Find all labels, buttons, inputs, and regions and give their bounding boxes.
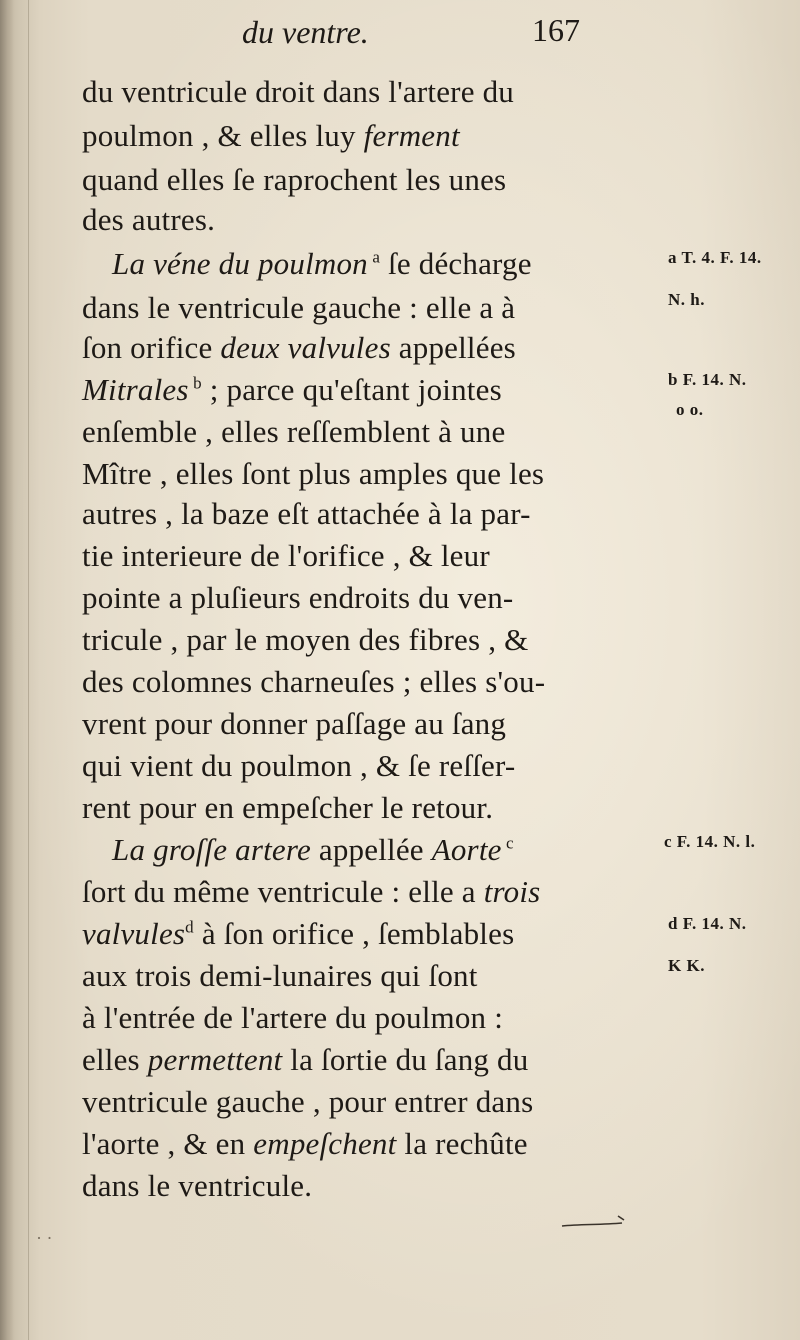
text-segment: Aorte bbox=[431, 832, 502, 867]
text-line bbox=[82, 706, 506, 746]
text-segment: valvules bbox=[82, 916, 186, 951]
text-segment: rent pour en empeſcher le retour. bbox=[82, 790, 494, 825]
page-number: 167 bbox=[532, 12, 580, 48]
note-reference: a bbox=[367, 247, 381, 267]
text-segment: autres , la baze eſt attachée à la par- bbox=[82, 496, 531, 531]
text-line bbox=[82, 202, 215, 242]
text-line bbox=[82, 162, 506, 202]
text-line bbox=[82, 1168, 312, 1208]
page-gutter bbox=[0, 0, 14, 1340]
text-segment: tie interieure de l'orifice , & leur bbox=[82, 538, 490, 573]
text-segment: trois bbox=[483, 874, 541, 909]
text-segment: appellée bbox=[310, 832, 432, 867]
text-segment: enſemble , elles reſſemblent à une bbox=[82, 414, 506, 449]
text-line bbox=[82, 372, 502, 412]
text-line bbox=[82, 1042, 528, 1082]
margin-note: K K. bbox=[668, 956, 705, 975]
text-segment: vrent pour donner paſſage au ſang bbox=[82, 706, 507, 741]
page-header bbox=[82, 8, 642, 58]
text-segment: deux valvules bbox=[220, 330, 391, 365]
text-segment: ſort du même ventricule : elle a bbox=[82, 874, 484, 909]
text-segment: la ſortie du ſang du bbox=[282, 1042, 529, 1077]
margin-note: N. h. bbox=[668, 290, 705, 309]
text-segment: La groſſe artere bbox=[112, 832, 311, 867]
text-segment: empeſchent bbox=[253, 1126, 397, 1161]
text-line bbox=[82, 414, 505, 454]
text-segment: La véne du poulmon bbox=[112, 246, 368, 281]
text-line bbox=[112, 832, 514, 872]
text-segment: ſe décharge bbox=[380, 246, 532, 281]
text-line bbox=[82, 496, 531, 536]
text-line bbox=[82, 118, 460, 158]
note-reference: c bbox=[501, 833, 514, 853]
text-line bbox=[82, 1126, 528, 1166]
text-segment: du ventricule droit dans l'artere du bbox=[82, 74, 514, 109]
pen-mark bbox=[560, 1212, 630, 1232]
text-line bbox=[82, 790, 493, 830]
text-line bbox=[82, 664, 545, 704]
note-reference: b bbox=[188, 373, 202, 393]
margin-note: b F. 14. N. bbox=[668, 370, 747, 389]
text-segment: des colomnes charneuſes ; elles s'ou- bbox=[82, 664, 546, 699]
text-segment: des autres. bbox=[82, 202, 216, 237]
margin-note: c F. 14. N. l. bbox=[664, 832, 756, 851]
text-segment: la rechûte bbox=[396, 1126, 528, 1161]
text-segment: appellées bbox=[390, 330, 516, 365]
text-segment: tricule , par le moyen des fibres , & bbox=[82, 622, 529, 657]
text-segment: ventricule gauche , pour entrer dans bbox=[82, 1084, 534, 1119]
text-line bbox=[82, 330, 516, 370]
text-segment: ſon orifice bbox=[82, 330, 221, 365]
text-line bbox=[82, 580, 513, 620]
text-line bbox=[82, 748, 515, 788]
text-line bbox=[82, 916, 514, 956]
gutter-line bbox=[28, 0, 29, 1340]
text-line bbox=[82, 290, 515, 330]
text-line bbox=[82, 1084, 533, 1124]
text-segment: Mître , elles ſont plus amples que les bbox=[82, 456, 545, 491]
ink-speck: · · bbox=[36, 1228, 53, 1248]
text-segment: Mitrales bbox=[82, 372, 189, 407]
text-segment: poulmon , & elles luy bbox=[82, 118, 364, 153]
text-line bbox=[82, 456, 544, 496]
text-segment: dans le ventricule gauche : elle a à bbox=[82, 290, 516, 325]
text-line bbox=[82, 74, 514, 114]
text-line bbox=[82, 538, 490, 578]
text-segment: permettent bbox=[147, 1042, 283, 1077]
text-line bbox=[82, 958, 478, 998]
text-segment: pointe a pluſieurs endroits du ven- bbox=[82, 580, 514, 615]
text-segment: dans le ventricule. bbox=[82, 1168, 313, 1203]
text-line bbox=[82, 622, 528, 662]
text-segment: quand elles ſe raprochent les unes bbox=[82, 162, 507, 197]
running-title: du ventre. bbox=[242, 14, 369, 50]
text-segment: qui vient du poulmon , & ſe reſſer- bbox=[82, 748, 516, 783]
text-segment: à ſon orifice , ſemblables bbox=[193, 916, 515, 951]
text-line bbox=[112, 246, 532, 286]
text-segment: elles bbox=[82, 1042, 148, 1077]
note-reference: d bbox=[185, 917, 194, 937]
text-segment: ferment bbox=[363, 118, 460, 153]
margin-note: a T. 4. F. 14. bbox=[668, 248, 762, 267]
text-line bbox=[82, 874, 540, 914]
margin-note: o o. bbox=[676, 400, 704, 419]
text-line bbox=[82, 1000, 503, 1040]
text-segment: l'aorte , & en bbox=[82, 1126, 254, 1161]
text-segment: aux trois demi-lunaires qui ſont bbox=[82, 958, 478, 993]
margin-note: d F. 14. N. bbox=[668, 914, 747, 933]
text-segment: ; parce qu'eſtant jointes bbox=[201, 372, 502, 407]
text-segment: à l'entrée de l'artere du poulmon : bbox=[82, 1000, 504, 1035]
